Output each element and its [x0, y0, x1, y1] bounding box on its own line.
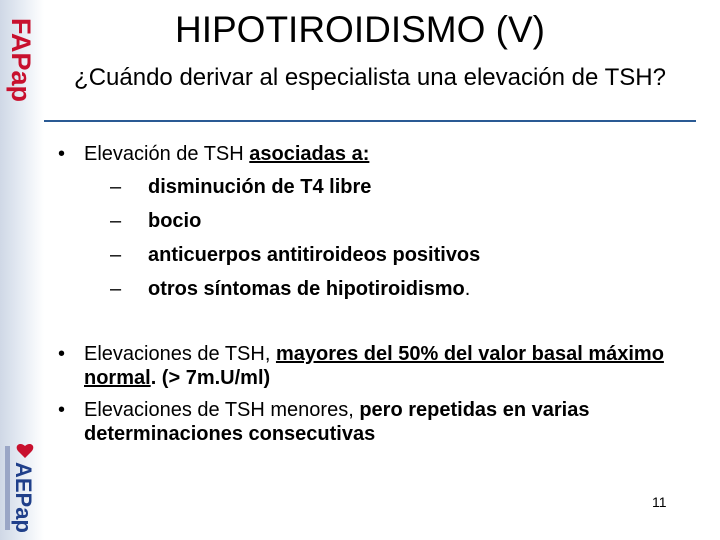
- page-number: 11: [652, 494, 667, 510]
- bullet-text: Elevaciones de TSH menores,: [84, 399, 360, 421]
- aepap-logo-small-text-block: [5, 446, 10, 530]
- bullet-item: [56, 342, 676, 390]
- aepap-heart-icon: [17, 444, 34, 458]
- bullet-emphasis: pero repetidas en varias determinaciones consecutivas: [84, 399, 590, 445]
- bullet-emphasis: mayores del 50% del valor basal máximo normal: [84, 343, 664, 389]
- sub-item: – disminución de T4 libre: [84, 170, 676, 204]
- sub-item-text: otros síntomas de hipotiroidismo: [148, 278, 465, 300]
- fapap-logo-text: FAPap: [6, 18, 36, 103]
- sub-item: – bocio: [84, 204, 676, 238]
- slide-title: HIPOTIROIDISMO (V): [175, 9, 545, 50]
- title-divider: [44, 120, 696, 122]
- bullet-item: [56, 398, 676, 446]
- aepap-logo: [2, 440, 42, 538]
- slide-subtitle: ¿Cuándo derivar al especialista una elevación de TSH?: [74, 64, 666, 91]
- sub-item: – anticuerpos antitiroideos positivos: [84, 238, 676, 272]
- slide-content: [56, 142, 676, 446]
- bullet-emphasis: asociadas a:: [249, 143, 370, 165]
- bullet-text: Elevaciones de TSH,: [84, 343, 276, 365]
- bullet-text: Elevación de TSH: [84, 143, 250, 165]
- fapap-logo: [2, 14, 42, 110]
- bullet-suffix: . (> 7m.U/ml): [150, 367, 271, 389]
- aepap-logo-text: AEPap: [11, 462, 36, 533]
- sub-list: [84, 170, 676, 306]
- sub-item-period: .: [464, 278, 471, 300]
- sidebar: [0, 0, 44, 540]
- bullet-item: [56, 142, 676, 306]
- sub-item: [84, 272, 676, 306]
